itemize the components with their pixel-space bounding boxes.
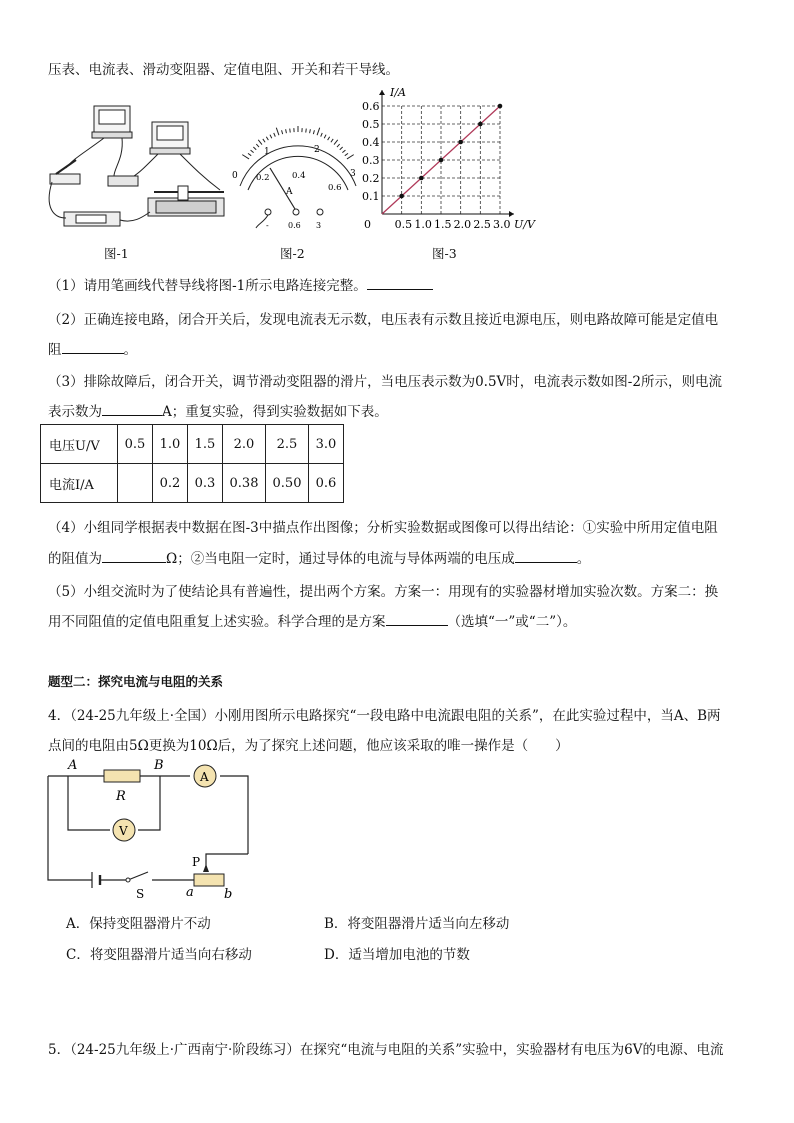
- question-1-text: （1）请用笔画线代替导线将图-1所示电路连接完整。: [48, 278, 367, 294]
- dial-tick: [337, 144, 340, 147]
- question-4-suffix: 。: [576, 551, 591, 567]
- y-tick-label: 0.6: [362, 100, 380, 113]
- table-cell: 1.0: [153, 425, 188, 464]
- table-cell: 0.3: [188, 464, 223, 503]
- rheostat: [194, 874, 224, 886]
- x-tick-label: 2.0: [453, 218, 472, 231]
- figure-2-caption: 图-2: [280, 246, 305, 261]
- option-c[interactable]: C．将变阻器滑片适当向右移动: [66, 947, 252, 963]
- table-cell: 2.0: [223, 425, 266, 464]
- row-label-current: 电流I/A: [41, 464, 118, 503]
- terminal-label-3: 3: [316, 221, 322, 230]
- dial-tick: [282, 130, 283, 134]
- x-tick-label: 0: [364, 218, 371, 231]
- question-4n-line-a: 4．（24-25九年级上·全国）小刚用图所示电路探究“一段电路中电流跟电阻的关系”，在此实验过程中，当A、B两: [48, 708, 721, 724]
- table-cell: 3.0: [309, 425, 344, 464]
- answer-blank-3[interactable]: [102, 401, 162, 416]
- terminal-06: [293, 209, 299, 215]
- x-tick-label: 3.0: [493, 218, 511, 231]
- switch-contact: [126, 878, 130, 882]
- dial-upper-2: 2: [314, 145, 320, 155]
- x-tick-label: 1.5: [434, 218, 452, 231]
- circuit-diagram: [40, 756, 270, 906]
- dial-tick: [334, 140, 338, 145]
- switch-label: S: [136, 887, 145, 901]
- figure-1-apparatus: [44, 98, 234, 238]
- table-cell-empty[interactable]: [118, 464, 153, 503]
- table-cell: 2.5: [266, 425, 309, 464]
- dial-tick: [290, 129, 291, 133]
- dial-tick: [256, 144, 259, 147]
- question-2-suffix: 。: [123, 342, 137, 358]
- question-5-line-b: [48, 610, 576, 630]
- data-point: [419, 176, 424, 181]
- terminal-label-06: 0.6: [288, 221, 301, 230]
- question-4-prefix: 的阻值为: [48, 551, 102, 567]
- dial-tick: [248, 153, 251, 155]
- table-cell: 1.5: [188, 425, 223, 464]
- voltmeter-symbol-label: V: [119, 824, 128, 838]
- figure-3-iu-chart: [360, 84, 535, 244]
- dial-tick: [313, 130, 314, 134]
- figure-2-ammeter-dial: [228, 138, 368, 234]
- x-tick-label: 1.0: [414, 218, 432, 231]
- dial-tick: [347, 155, 354, 159]
- table-row-voltage: [41, 425, 344, 464]
- figure-3-caption: 图-3: [432, 246, 457, 261]
- dial-lower-06: 0.6: [328, 183, 342, 193]
- data-table: [40, 424, 344, 503]
- question-4-middle: Ω；②当电阻一定时，通过导体的电流与导体两端的电压成: [166, 551, 515, 567]
- question-5-line-a: （5）小组交流时为了使结论具有普遍性，提出两个方案。方案一：用现有的实验器材增加实验次数。方案二：换: [48, 584, 719, 600]
- rheostat-end-b-label: b: [224, 887, 233, 902]
- answer-blank-4b[interactable]: [515, 548, 577, 563]
- question-2-prefix: 阻: [48, 342, 62, 358]
- figure-1-caption: 图-1: [104, 246, 129, 261]
- dial-lower-02: 0.2: [256, 173, 270, 183]
- dial-tick: [242, 155, 249, 159]
- dial-tick: [328, 137, 330, 140]
- table-cell: 0.5: [118, 425, 153, 464]
- y-tick-label: 0.5: [362, 118, 380, 131]
- y-axis-arrow-icon: [379, 90, 385, 95]
- dial-tick: [266, 137, 268, 140]
- dial-tick: [331, 139, 333, 142]
- resistor-label: R: [116, 789, 126, 804]
- question-3-line-a: （3）排除故障后，闭合开关，调节滑动变阻器的滑片，当电压表示数为0.5V时，电流表示数如图-2所示，则电流: [48, 374, 722, 390]
- node-b-label: B: [154, 758, 164, 773]
- dial-unit: A: [286, 187, 293, 197]
- dial-tick: [251, 150, 254, 153]
- question-1: [48, 274, 433, 294]
- terminal-label-negative: -: [266, 221, 269, 230]
- data-point: [399, 194, 404, 199]
- dial-tick: [263, 139, 265, 142]
- node-a-label: A: [68, 758, 78, 773]
- dial-tick: [317, 128, 320, 136]
- table-cell: 0.50: [266, 464, 309, 503]
- row-label-voltage: 电压U/V: [41, 425, 118, 464]
- answer-blank-5[interactable]: [386, 611, 448, 626]
- dial-lower-0: 0: [232, 171, 238, 181]
- dial-tick: [342, 150, 345, 153]
- x-tick-label: 0.5: [394, 218, 413, 231]
- dial-tick: [258, 140, 262, 145]
- option-b[interactable]: B．将变阻器滑片适当向左移动: [324, 916, 510, 932]
- dial-tick: [270, 135, 272, 139]
- resistor-r: [104, 770, 140, 782]
- data-point: [439, 158, 444, 163]
- y-tick-label: 0.4: [362, 136, 380, 149]
- answer-blank-2[interactable]: [62, 339, 124, 354]
- dial-tick: [324, 135, 326, 139]
- dial-tick: [306, 129, 307, 133]
- question-4-line-b: [48, 547, 590, 567]
- table-cell: 0.2: [153, 464, 188, 503]
- x-axis-label: U/V: [514, 218, 535, 231]
- y-axis-label: I/A: [390, 86, 406, 99]
- question-3-prefix: 表示数为: [48, 404, 102, 420]
- x-axis-arrow-icon: [509, 211, 514, 217]
- intro-text: 压表、电流表、滑动变阻器、定值电阻、开关和若干导线。: [48, 62, 399, 78]
- section-title: 题型二：探究电流与电阻的关系: [48, 674, 224, 689]
- rheostat-end-a-label: a: [186, 885, 194, 900]
- x-tick-label: 2.5: [473, 218, 491, 231]
- dial-tick: [276, 128, 279, 136]
- dial-upper-3: 3: [350, 169, 356, 179]
- slider-arrow-icon: [203, 864, 209, 872]
- data-point: [458, 140, 463, 145]
- question-2-line-b: [48, 338, 137, 358]
- question-3-line-b: [48, 400, 388, 420]
- dial-upper-1: 1: [264, 147, 270, 157]
- question-3-suffix: A；重复实验，得到实验数据如下表。: [162, 404, 388, 420]
- y-tick-label: 0.2: [362, 172, 380, 185]
- answer-blank-1[interactable]: [367, 275, 433, 290]
- y-tick-label: 0.3: [362, 154, 380, 167]
- question-4n-line-b: 点间的电阻由5Ω更换为10Ω后，为了探究上述问题，他应该采取的唯一操作是（ ）: [48, 738, 569, 754]
- slider-label: P: [192, 855, 201, 869]
- data-point: [478, 122, 483, 127]
- dial-tick: [286, 129, 287, 133]
- dial-lower-04: 0.4: [292, 171, 306, 181]
- answer-blank-4a[interactable]: [102, 548, 166, 563]
- question-2-line-a: （2）正确连接电路，闭合开关后，发现电流表无示数，电压表有示数且接近电源电压，则电路故障可能是定值电: [48, 312, 719, 328]
- option-d[interactable]: D．适当增加电池的节数: [324, 947, 470, 963]
- dial-tick: [310, 129, 311, 133]
- ammeter-symbol-label: A: [200, 770, 209, 784]
- dial-tick: [345, 153, 348, 155]
- data-point: [498, 104, 503, 109]
- table-cell: 0.38: [223, 464, 266, 503]
- option-a[interactable]: A．保持变阻器滑片不动: [66, 916, 211, 932]
- table-row-current: [41, 464, 344, 503]
- dial-tick: [274, 133, 276, 137]
- dial-tick: [340, 147, 343, 150]
- question-5-prefix: 用不同阻值的定值电阻重复上述实验。科学合理的是方案: [48, 614, 386, 630]
- dial-tick: [253, 147, 256, 150]
- terminal-3: [317, 209, 323, 215]
- question-5n: 5．（24-25九年级上·广西南宁·阶段练习）在探究“电流与电阻的关系”实验中，实验器材有电压为6V的电源、电流: [48, 1042, 724, 1058]
- question-5-suffix: （选填“一”或“二”）。: [447, 614, 577, 630]
- dial-tick: [321, 133, 323, 137]
- table-cell: 0.6: [309, 464, 344, 503]
- y-tick-label: 0.1: [362, 190, 380, 203]
- question-4-line-a: （4）小组同学根据表中数据在图-3中描点作出图像；分析实验数据或图像可以得出结论：①实验中所用定值电阻: [48, 520, 718, 536]
- terminal-negative: [265, 209, 271, 215]
